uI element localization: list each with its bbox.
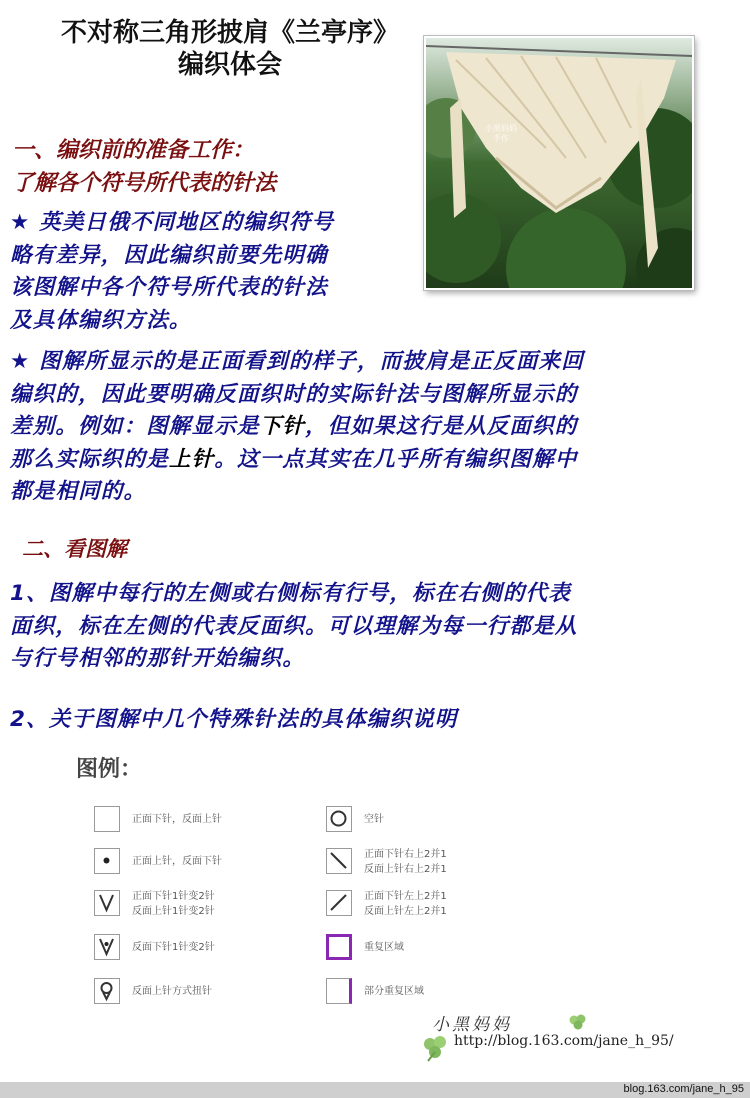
signature-url[interactable]: http://blog.163.com/jane_h_95/ <box>454 1033 674 1049</box>
clover-icon <box>418 1032 454 1066</box>
text-line: 都是相同的。 <box>10 479 147 504</box>
text-fragment: ，但如果这行是从反面织的 <box>305 414 578 439</box>
photo-watermark <box>476 124 526 144</box>
page-subtitle <box>10 50 450 80</box>
legend-title: 图例： <box>76 757 143 782</box>
title-line-1: 不对称三角形披肩《兰亭序》 <box>60 18 399 48</box>
text-line: 略有差异，因此编织前要先明确 <box>10 242 328 268</box>
text-line: 与行号相邻的那针开始编织。 <box>10 646 306 671</box>
text-fragment: 。这一点其实在几乎所有编织图解中 <box>214 446 578 472</box>
legend-text: 反面上针左上2并1 <box>364 906 447 917</box>
dot-icon <box>94 848 120 874</box>
twisted-stitch-icon <box>94 978 120 1004</box>
section2-para1 <box>10 578 578 676</box>
v-dot-increase-icon <box>94 934 120 960</box>
text-line: 及具体编织方法。 <box>10 307 192 333</box>
text-line: 编织的，因此要明确反面织时的实际针法与图解所显示的 <box>10 381 578 407</box>
text-line: 面织，标在左侧的代表反面织。可以理解为每一行都是从 <box>10 613 578 639</box>
slash-icon <box>326 890 352 916</box>
footer-bar <box>0 1082 750 1098</box>
legend-text: 正面下针1针变2针 <box>132 891 215 902</box>
text-line: 该图解中各个符号所代表的针法 <box>10 275 328 300</box>
section2-heading: 二、看图解 <box>22 537 127 561</box>
text-line: ★ 英美日俄不同地区的编织符号 <box>10 210 335 235</box>
legend-text: 重复区域 <box>364 942 404 953</box>
v-increase-icon <box>94 890 120 916</box>
legend-text: 反面上针方式扭针 <box>132 986 212 997</box>
signature-name: 小黑妈妈 <box>432 1015 512 1035</box>
legend-text: 反面上针1针变2针 <box>132 906 215 917</box>
section1-para2 <box>10 346 584 509</box>
footer-text[interactable]: blog.163.com/jane_h_95 <box>623 1083 744 1095</box>
section1-heading: 一、编织前的准备工作： <box>12 138 255 163</box>
backslash-icon <box>326 848 352 874</box>
text-fragment: 那么实际织的是 <box>10 446 169 472</box>
emphasis-knit: 下针 <box>259 414 306 439</box>
legend-text: 空针 <box>364 814 384 825</box>
legend-text: 正面下针，反面上针 <box>132 814 222 825</box>
empty-square-icon <box>94 806 120 832</box>
photo-watermark-line: 小黑妈妈 <box>485 124 517 133</box>
legend-text: 正面下针右上2并1 <box>364 849 447 860</box>
text-line: 1、图解中每行的左侧或右侧标有行号，标在右侧的代表 <box>10 581 571 606</box>
title-line-2: 编织体会 <box>177 50 282 80</box>
legend-text: 正面下针左上2并1 <box>364 891 447 902</box>
legend-text: 反面下针1针变2针 <box>132 942 215 953</box>
section1-para1 <box>10 207 334 337</box>
photo-watermark-line: 手作 <box>493 134 509 143</box>
page-title <box>10 18 450 48</box>
text-line <box>10 411 584 444</box>
partial-repeat-icon <box>326 978 352 1004</box>
emphasis-purl: 上针 <box>168 446 215 472</box>
text-fragment: 差别。例如：图解显示是 <box>10 414 260 439</box>
section1-subheading: 了解各个符号所代表的针法 <box>12 171 277 196</box>
circle-icon <box>326 806 352 832</box>
legend-text: 反面上针右上2并1 <box>364 864 447 875</box>
legend-text: 正面上针，反面下针 <box>132 856 222 867</box>
text-line: 2、关于图解中几个特殊针法的具体编织说明 <box>10 707 458 732</box>
repeat-area-icon <box>326 934 352 960</box>
shawl-photo <box>424 36 694 290</box>
legend-text: 部分重复区域 <box>364 986 424 997</box>
section2-para2 <box>10 704 457 737</box>
text-line: ★ 图解所显示的是正面看到的样子，而披肩是正反面来回 <box>10 349 584 374</box>
text-line <box>10 444 584 477</box>
